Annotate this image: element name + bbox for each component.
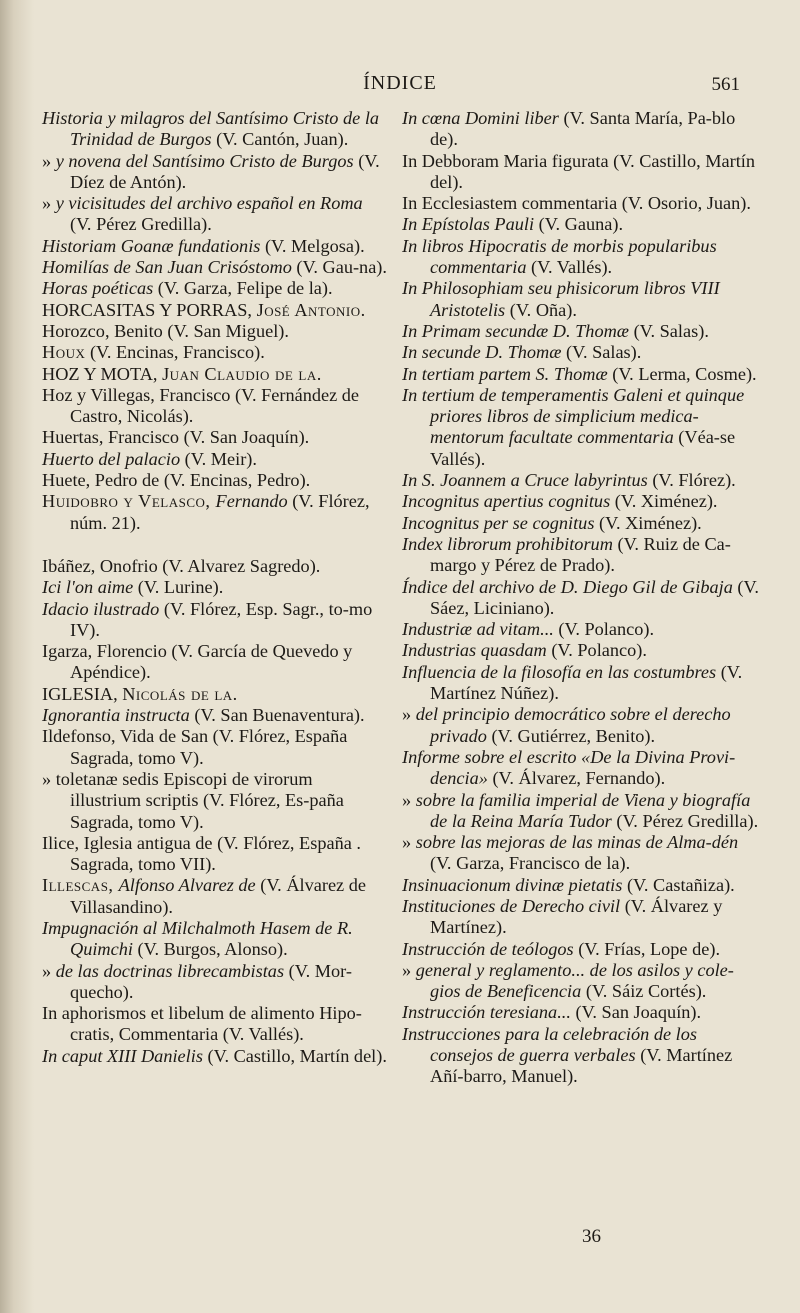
index-entry <box>402 1002 762 1023</box>
index-entry <box>42 1003 387 1046</box>
entry-title-italic: Incognitus per se cognitus <box>402 512 595 533</box>
entry-title-italic: In secunde D. Thomæ <box>402 342 562 363</box>
index-entry <box>42 342 387 363</box>
entry-title-italic: Fernando <box>215 491 288 512</box>
entry-text: (V. Gutiérrez, Benito). <box>486 725 656 746</box>
index-entry <box>42 449 387 470</box>
index-entry <box>42 427 387 448</box>
entry-text: » <box>402 832 416 853</box>
index-entry <box>42 961 387 1004</box>
index-entry <box>42 641 387 684</box>
index-entry <box>402 875 762 896</box>
entry-text: Hoz y Villegas, Francisco (V. Fernández de Castro, Nicolás). <box>42 384 360 427</box>
entry-title-italic: Influencia de la filosofía en las costumbres <box>402 661 717 682</box>
entry-text: (V. Frías, Lope de). <box>573 938 721 959</box>
entry-title-italic: de las doctrinas librecambistas <box>55 960 285 981</box>
entry-text: » <box>42 150 56 171</box>
index-entry <box>402 278 762 321</box>
index-entry <box>402 747 762 790</box>
index-entry <box>402 619 762 640</box>
index-entry <box>42 918 387 961</box>
entry-title-italic: In S. Joannem a Cruce labyrintus <box>402 470 648 491</box>
entry-text: (V. Polanco). <box>553 619 655 640</box>
index-entry <box>42 385 387 428</box>
index-entry <box>402 236 762 279</box>
entry-name-smallcaps: Juan Claudio de la. <box>162 363 322 384</box>
entry-text: (V. Castillo, Martín del). <box>202 1045 387 1066</box>
index-entry <box>42 833 387 876</box>
entry-name-smallcaps: Illescas, <box>42 875 119 896</box>
entry-text: HOZ Y MOTA, <box>42 363 163 384</box>
entry-text: (V. Flórez). <box>647 470 736 491</box>
entry-text: (V. Castañiza). <box>622 874 735 895</box>
entry-text: (V. Salas). <box>561 342 642 363</box>
entry-title-italic: In Primam secundæ D. Thomæ <box>402 320 629 341</box>
running-title: ÍNDICE <box>363 72 437 94</box>
index-entry <box>42 300 387 321</box>
index-entry <box>402 385 762 470</box>
index-entry <box>42 108 387 151</box>
page-gutter-shadow <box>0 0 34 1313</box>
entry-text: (V. Flórez, núm. 21). <box>70 491 370 533</box>
entry-text: (V. Encinas, Francisco). <box>85 342 265 363</box>
entry-title-italic: In Epístolas Pauli <box>402 214 535 235</box>
index-entry <box>402 662 762 705</box>
entry-title-italic: Instrucción teresiana... <box>402 1002 571 1023</box>
entry-text: (V. Salas). <box>629 320 709 341</box>
entry-title-italic: Horas poéticas <box>42 278 154 299</box>
index-entry <box>42 577 387 598</box>
index-entry <box>402 342 762 363</box>
entry-title-italic: Incognitus apertius cognitus <box>402 491 611 512</box>
index-entry <box>402 214 762 235</box>
index-entry <box>42 470 387 491</box>
entry-text: (Véa-se Vallés). <box>430 427 736 469</box>
index-entry <box>42 1046 387 1067</box>
entry-text: (V. Ximénez). <box>610 491 718 512</box>
entry-title-italic: Alfonso Alvarez de <box>118 875 256 896</box>
entry-text: » <box>402 959 416 980</box>
entry-text: (V. Melgosa). <box>260 235 365 256</box>
entry-title-italic: In cœna Domini liber <box>402 108 559 128</box>
entry-text: Huete, Pedro de (V. Encinas, Pedro). <box>42 470 311 491</box>
entry-text: Ildefonso, Vida de San (V. Flórez, España Sagrada, tomo V). <box>42 726 348 768</box>
entry-text: (V. Santa María, Pa-blo de). <box>430 108 736 150</box>
entry-text: Igarza, Florencio (V. García de Quevedo y Apéndice). <box>42 641 353 683</box>
index-entry <box>42 599 387 642</box>
entry-text: (V. Cantón, Juan). <box>211 129 349 150</box>
entry-text: (V. Mor-quecho). <box>70 960 352 1002</box>
index-entry <box>42 491 387 534</box>
index-entry <box>402 470 762 491</box>
entry-title-italic: Historiam Goanæ fundationis <box>42 235 261 256</box>
entry-title-italic: Homilías de San Juan Crisóstomo <box>42 257 292 278</box>
entry-text: (V. Burgos, Alonso). <box>132 939 288 960</box>
entry-title-italic: del principio democrático sobre el derecho privado <box>415 704 731 746</box>
entry-text: (V. San Joaquín). <box>570 1002 702 1023</box>
index-entry <box>402 534 762 577</box>
index-entry <box>42 556 387 577</box>
signature-mark: 36 <box>582 1226 601 1247</box>
index-entry <box>42 684 387 705</box>
entry-title-italic: sobre las mejoras de las minas de Alma-dén <box>415 832 739 853</box>
entry-title-italic: Instrucciones para la celebración de los consejos de guerra verbales <box>402 1023 697 1066</box>
entry-name-smallcaps: Nicolás de la. <box>122 683 238 704</box>
entry-text: (V. Lurine). <box>133 577 224 598</box>
entry-text: (V. Ximénez). <box>594 512 702 533</box>
index-entry <box>402 321 762 342</box>
entry-text: (V. Álvarez de Villasandino). <box>70 875 366 917</box>
index-entry <box>402 193 762 214</box>
entry-title-italic: sobre la familia imperial de Viena y biografía de la Reina María Tudor <box>415 789 751 831</box>
index-entry <box>42 705 387 726</box>
entry-text: (V. Lerma, Cosme). <box>607 363 757 384</box>
entry-title-italic: Impugnación al Milchalmoth Hasem de R. Quimchi <box>42 917 353 960</box>
entry-text: (V. Álvarez, Fernando). <box>487 768 666 789</box>
entry-text: (V. San Buenaventura). <box>189 705 365 726</box>
entry-text: (V. Vallés). <box>526 257 613 278</box>
entry-title-italic: general y reglamento... de los asilos y cole-gios de Beneficencia <box>415 959 734 1002</box>
entry-text: (V. Polanco). <box>546 640 647 661</box>
entry-text: (V. Gau-na). <box>291 257 387 278</box>
entry-text: (V. Gauna). <box>534 214 624 235</box>
index-entry <box>42 151 387 194</box>
entry-title-italic: Idacio ilustrado <box>42 598 160 619</box>
index-entry <box>42 364 387 385</box>
index-entry <box>42 257 387 278</box>
entry-name-smallcaps: Houx <box>42 342 86 363</box>
index-entry <box>402 513 762 534</box>
entry-text: (V. Garza, Francisco de la). <box>430 853 631 874</box>
entry-text: In Ecclesiastem commentaria (V. Osorio, Juan). <box>402 193 751 214</box>
right-column <box>402 108 762 1088</box>
index-entry <box>402 704 762 747</box>
index-entry <box>402 151 762 194</box>
entry-title-italic: Index librorum prohibitorum <box>402 533 613 554</box>
entry-title-italic: In tertium de temperamentis Galeni et quinque priores libros de simplicium medica-mentorum facultate commentaria <box>402 384 745 448</box>
entry-text: (V. Oña). <box>505 299 577 320</box>
running-header <box>0 70 800 100</box>
entry-title-italic: Huerto del palacio <box>42 448 181 469</box>
index-entry <box>42 726 387 769</box>
entry-title-italic: Instituciones de Derecho civil <box>402 895 621 916</box>
entry-title-italic: Informe sobre el escrito «De la Divina Provi-dencia» <box>402 746 736 789</box>
entry-title-italic: Instrucción de teólogos <box>402 938 574 959</box>
page-number: 561 <box>711 74 740 95</box>
entry-text: Horozco, Benito (V. San Miguel). <box>42 320 289 341</box>
entry-text: » <box>42 193 56 214</box>
entry-text: Huertas, Francisco (V. San Joaquín). <box>42 427 310 448</box>
index-entry <box>402 896 762 939</box>
entry-text: (V. Álvarez y Martínez). <box>430 895 723 938</box>
section-gap <box>42 534 387 556</box>
index-entry <box>402 832 762 875</box>
entry-text: (V. Flórez, Esp. Sagr., to-mo IV). <box>70 598 373 640</box>
entry-title-italic: In caput XIII Danielis <box>42 1045 203 1066</box>
entry-title-italic: In tertiam partem S. Thomæ <box>402 363 608 384</box>
index-entry <box>402 577 762 620</box>
entry-text: (V. Ruiz de Ca-margo y Pérez de Prado). <box>430 533 731 576</box>
index-entry <box>42 236 387 257</box>
index-entry <box>402 1024 762 1088</box>
entry-title-italic: Industriæ ad vitam... <box>402 619 554 640</box>
entry-text: HORCASITAS Y PORRAS, <box>42 299 257 320</box>
index-entry <box>42 875 387 918</box>
entry-title-italic: Ignorantia instructa <box>42 705 190 726</box>
entry-text: (V. Meir). <box>180 448 257 469</box>
entry-title-italic: Insinuacionum divinæ pietatis <box>402 874 623 895</box>
entry-title-italic: In Philosophiam seu phisicorum libros VIII Aristotelis <box>402 278 720 320</box>
left-column <box>42 108 387 1067</box>
index-entry <box>42 193 387 236</box>
entry-text: » <box>42 960 56 981</box>
entry-text: (V. Martínez Núñez). <box>430 661 743 704</box>
entry-text: In aphorismos et libelum de alimento Hipo-cratis, Commentaria (V. Vallés). <box>42 1003 362 1045</box>
entry-text: Ilice, Iglesia antigua de (V. Flórez, España . Sagrada, tomo VII). <box>42 832 361 875</box>
entry-name-smallcaps: José Antonio. <box>256 299 366 320</box>
index-entry <box>42 769 387 833</box>
entry-text: (V. Sáiz Cortés). <box>581 981 707 1002</box>
entry-text: (V. Pérez Gredilla). <box>611 810 759 831</box>
entry-title-italic: y novena del Santísimo Cristo de Burgos <box>55 150 354 171</box>
entry-name-smallcaps: Huidobro y Velasco, <box>42 491 216 512</box>
index-entry <box>42 278 387 299</box>
entry-text: » toletanæ sedis Episcopi de virorum illustrium scriptis (V. Flórez, Es-paña Sagrada, tomo V). <box>42 768 344 832</box>
entry-text: » <box>402 704 416 725</box>
entry-text: (V. Pérez Gredilla). <box>70 214 212 235</box>
entry-title-italic: In libros Hipocratis de morbis popularibus commentaria <box>402 235 717 278</box>
entry-text: IGLESIA, <box>42 683 123 704</box>
entry-text: Ibáñez, Onofrio (V. Alvarez Sagredo). <box>42 555 321 576</box>
entry-title-italic: Índice del archivo de D. Diego Gil de Gibaja <box>402 576 733 597</box>
entry-text: (V. Díez de Antón). <box>70 150 380 192</box>
index-entry <box>402 364 762 385</box>
index-entry <box>402 960 762 1003</box>
index-entry <box>402 790 762 833</box>
index-entry <box>402 108 762 151</box>
index-entry <box>402 640 762 661</box>
entry-text: In Debboram Maria figurata (V. Castillo, Martín del). <box>402 150 756 192</box>
index-entry <box>42 321 387 342</box>
entry-text: (V. Garza, Felipe de la). <box>153 278 333 299</box>
entry-title-italic: y vicisitudes del archivo español en Roma <box>55 193 363 214</box>
entry-text: (V. Martínez Añí-barro, Manuel). <box>430 1045 733 1087</box>
entry-text: (V. Sáez, Liciniano). <box>430 576 759 618</box>
entry-title-italic: Ici l'on aime <box>42 577 134 598</box>
entry-title-italic: Industrias quasdam <box>402 640 547 661</box>
entry-title-italic: Historia y milagros del Santísimo Cristo de la Trinidad de Burgos <box>42 108 380 150</box>
index-entry <box>402 491 762 512</box>
index-entry <box>402 939 762 960</box>
entry-text: » <box>402 789 416 810</box>
